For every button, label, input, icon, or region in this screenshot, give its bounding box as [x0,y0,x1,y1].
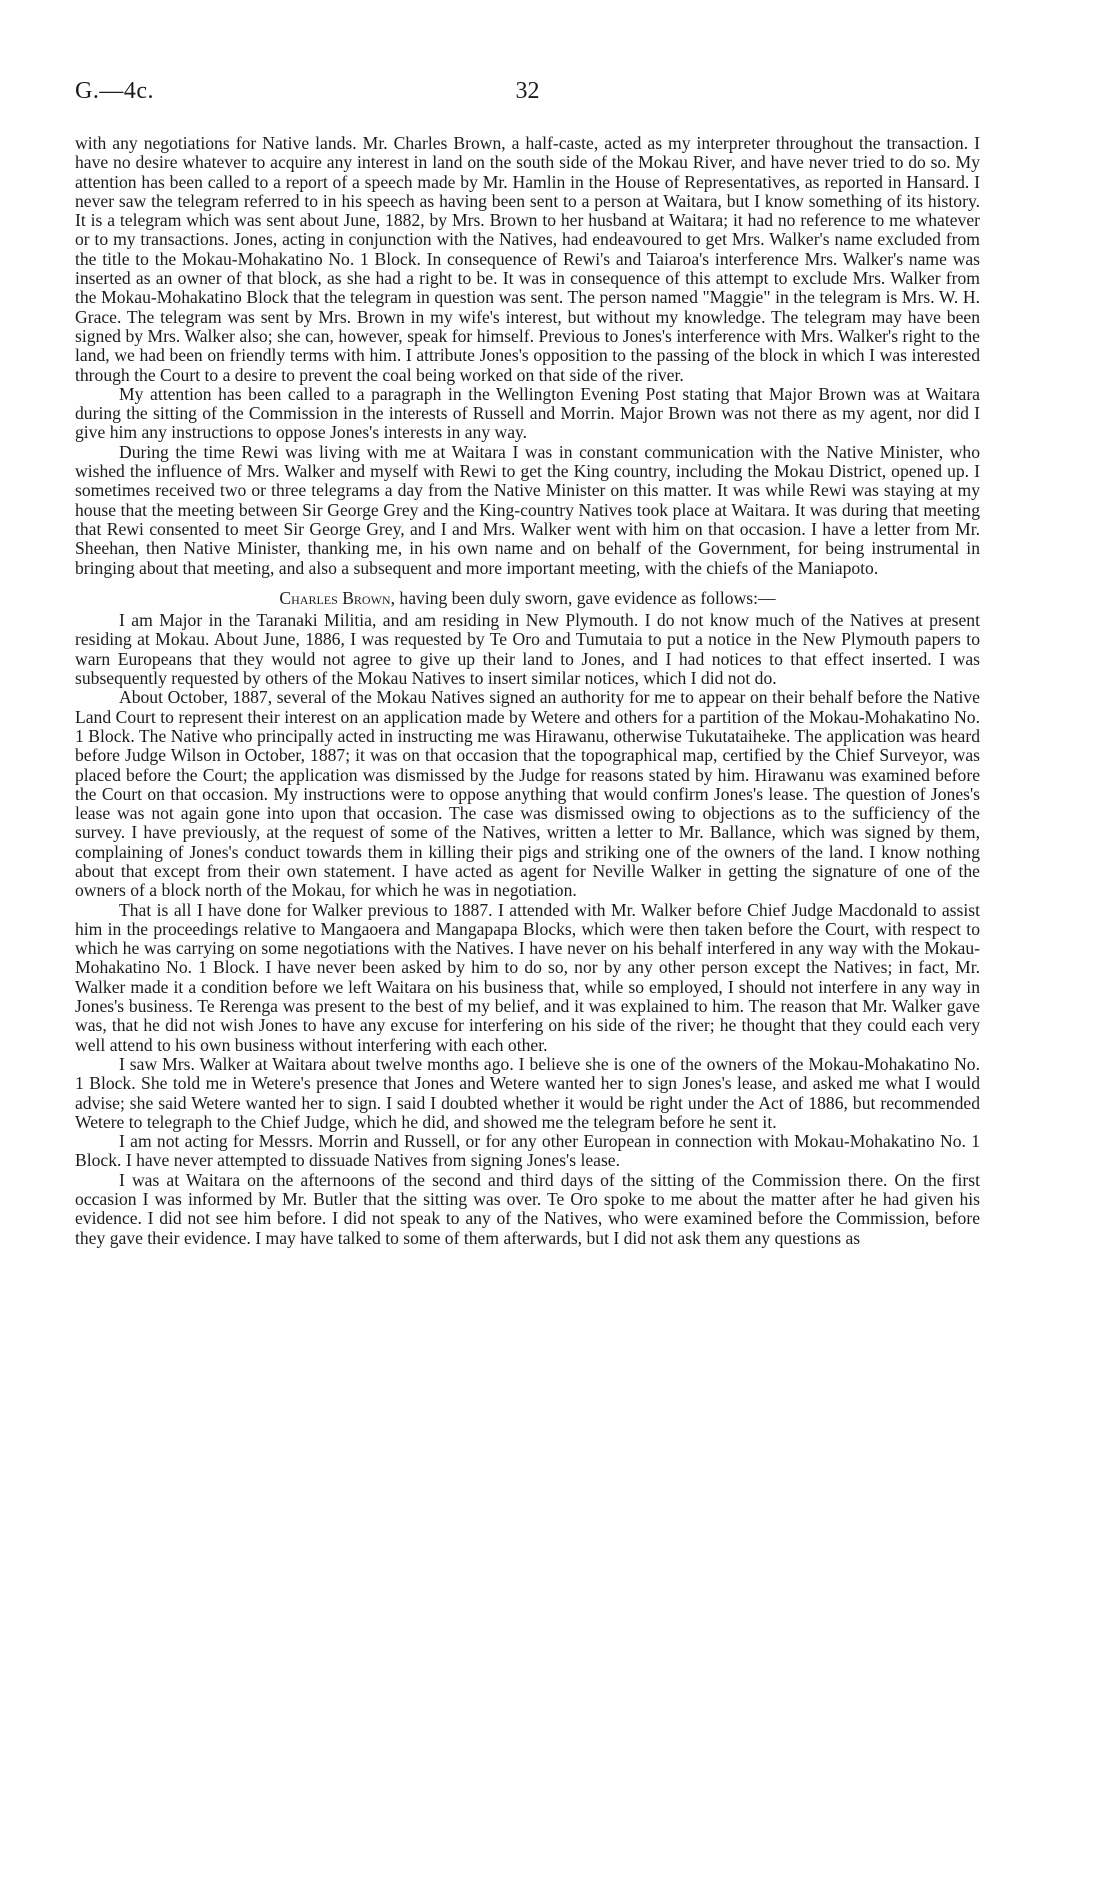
paragraph-5: I am Major in the Taranaki Militia, and am residing in New Plymouth. I do not know much of the Natives at present residing at Mokau. About June, 1886, I was requested by Te Oro and Tumutaia to put a notice in the New Plymouth papers to warn Europeans that they would not agree to give up their land to Jones, and I had notices to that effect inserted. I was subsequently requested by others of the Mokau Natives to insert similar notices, which I did not do. [75,610,980,689]
document-reference: G.—4c. [75,78,154,104]
witness-sworn-text: , having been duly sworn, gave evidence as follows:— [390,587,776,608]
paragraph-8: I saw Mrs. Walker at Waitara about twelve months ago. I believe she is one of the owners of the Mokau-Mohakatino No. 1 Block. She told me in Wetere's presence that Jones and Wetere wanted her to sign Jones's lease, and asked me what I would advise; she said Wetere wanted her to sign. I said I doubted whether it would be right under the Act of 1886, but recommended Wetere to telegraph to the Chief Judge, which he did, and showed me the telegram before he sent it. [75,1053,980,1132]
paragraph-7: That is all I have done for Walker previous to 1887. I attended with Mr. Walker before Chief Judge Macdonald to assist him in the proceedings relative to Mangaoera and Mangapapa Blocks, which were then taken before the Court, with respect to which he was carrying on some negotiations with the Natives. I have never on his behalf interfered in any way with the Mokau-Mohakatino No. 1 Block. I have never been asked by him to do so, nor by any other person except the Natives; in fact, Mr. Walker made it a condition before we left Waitara on his business that, while so employed, I should not interfere in any way in Jones's business. Te Rerenga was present to the best of my belief, and it was explained to him. The reason that Mr. Walker gave was, that he did not wish Jones to have any excuse for interfering on his side of the river; he thought that they could each very well attend to his own business without interfering with each other. [75,899,980,1055]
paragraph-2: My attention has been called to a paragraph in the Wellington Evening Post stating that Major Brown was at Waitara during the sitting of the Commission in the interests of Russell and Morrin. Major Brown was not there as my agent, nor did I give him any instructions to oppose Jones's interests in any way. [75,383,980,443]
witness-heading [75,589,980,608]
body-text [75,134,980,1248]
page-number: 32 [515,78,540,104]
page-header [75,78,980,118]
paragraph-1: with any negotiations for Native lands. Mr. Charles Brown, a half-caste, acted as my interpreter throughout the transaction. I have no desire whatever to acquire any interest in land on the south side of the Mokau River, and have never tried to do so. My attention has been called to a report of a speech made by Mr. Hamlin in the House of Representatives, as reported in Hansard. I never saw the telegram referred to in his speech as having been sent to a person at Waitara, but I know something of its history. It is a telegram which was sent about June, 1882, by Mrs. Brown to her husband at Waitara; it had no reference to me whatever or to my transactions. Jones, acting in conjunction with the Natives, had endeavoured to get Mrs. Walker's name excluded from the title to the Mokau-Mohakatino No. 1 Block. In consequence of Rewi's and Taiaroa's interference Mrs. Walker's name was inserted as an owner of that block, as she had a right to be. It was in consequence of this attempt to exclude Mrs. Walker from the Mokau-Mohakatino Block that the telegram in question was sent. The person named "Maggie" in the telegram is Mrs. W. H. Grace. The telegram was sent by Mrs. Brown in my wife's interest, but without my knowledge. The telegram may have been signed by Mrs. Walker also; she can, however, speak for himself. Previous to Jones's interference with Mrs. Walker's right to the land, we had been on friendly terms with him. I attribute Jones's opposition to the passing of the block in which I was interested through the Court to a desire to prevent the coal being worked on that side of the river. [75,133,980,385]
witness-name: Charles Brown [279,587,391,608]
paragraph-3: During the time Rewi was living with me at Waitara I was in constant communication with the Native Minister, who wished the influence of Mrs. Walker and myself with Rewi to get the King country, including the Mokau District, opened up. I sometimes received two or three telegrams a day from the Native Minister on this matter. It was while Rewi was staying at my house that the meeting between Sir George Grey and the King-country Natives took place at Waitara. It was during that meeting that Rewi consented to meet Sir George Grey, and I and Mrs. Walker went with him on that occasion. I have a letter from Mr. Sheehan, then Native Minister, thanking me, in his own name and on behalf of the Government, for being instrumental in bringing about that meeting, and also a subsequent and more important meeting, with the chiefs of the Maniapoto. [75,441,980,578]
paragraph-10: I was at Waitara on the afternoons of the second and third days of the sitting of the Commission there. On the first occasion I was informed by Mr. Butler that the sitting was over. Te Oro spoke to me about the matter after he had given his evidence. I did not see him before. I did not speak to any of the Natives, who were examined before the Commission, before they gave their evidence. I may have talked to some of them afterwards, but I did not ask them any questions as [75,1169,980,1248]
paragraph-6: About October, 1887, several of the Mokau Natives signed an authority for me to appear on their behalf before the Native Land Court to represent their interest on an application made by Wetere and others for a partition of the Mokau-Mohakatino No. 1 Block. The Native who principally acted in instructing me was Hirawanu, otherwise Tukutataiheke. The application was heard before Judge Wilson in October, 1887; it was on that occasion that the topographical map, certified by the Chief Surveyor, was placed before the Court; the application was dismissed by the Judge for reasons stated by him. Hirawanu was examined before the Court on that occasion. My instructions were to oppose anything that would confirm Jones's lease. The question of Jones's lease was not again gone into upon that occasion. The case was dismissed owing to objections as to the sufficiency of the survey. I have previously, at the request of some of the Natives, written a letter to Mr. Ballance, which was signed by them, complaining of Jones's conduct towards them in killing their pigs and striking one of the owners of the land. I know nothing about that except from their own statement. I have acted as agent for Neville Walker in getting the signature of one of the owners of a block north of the Mokau, for which he was in negotiation. [75,687,980,901]
paragraph-9: I am not acting for Messrs. Morrin and Russell, or for any other European in connection with Mokau-Mohakatino No. 1 Block. I have never attempted to dissuade Natives from signing Jones's lease. [75,1131,980,1171]
